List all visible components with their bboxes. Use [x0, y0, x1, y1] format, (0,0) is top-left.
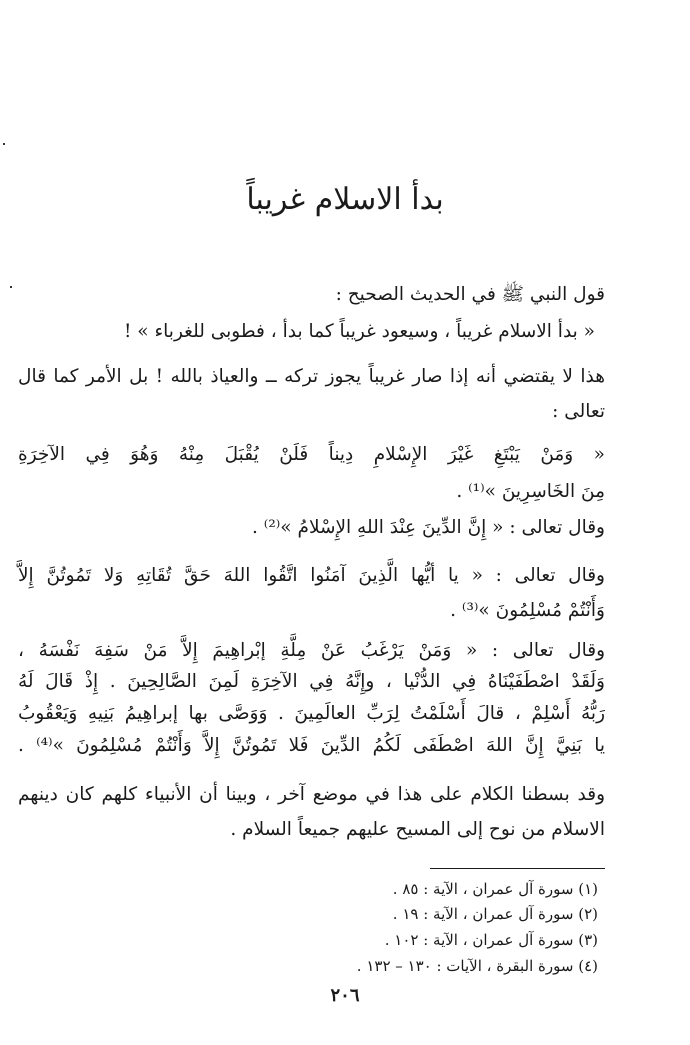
text-line: هذا لا يقتضي أنه إذا صار غريباً يجوز تركه ــ والعياذ بالله ! بل الأمر كما قال: [18, 366, 605, 387]
text-line: وَأَنْتُمْ مُسْلِمُونَ »⁽³⁾ .: [450, 600, 605, 621]
text-line: يا بَنِيَّ إِنَّ اللهَ اصْطَفَى لَكُمُ الدِّينَ فَلا تَمُوتُنَّ إِلاَّ وَأَنْتُمْ مُسْلِمُونَ »⁽⁴⁾ .: [18, 735, 605, 756]
text-line: وقال تعالى : « إِنَّ الدِّينَ عِنْدَ اللهِ الإِسْلامُ »⁽²⁾ .: [252, 517, 605, 538]
text-line: وقد بسطنا الكلام على هذا في موضع آخر ، وبينا أن الأنبياء كلهم كان دينهم: [18, 784, 605, 805]
footnote-rule: [430, 868, 605, 869]
text-line: « وَمَنْ يَبْتَغِ غَيْرَ الإِسْلامِ دِيناً فَلَنْ يُقْبَلَ مِنْهُ وَهُوَ فِي الآخِرَةِ: [18, 444, 605, 465]
footnote: (٢) سورة آل عمران ، الآية : ١٩ .: [392, 905, 598, 923]
text-line: تعالى :: [552, 401, 605, 422]
footnote: (٤) سورة البقرة ، الآيات : ١٣٠ – ١٣٢ .: [356, 957, 598, 975]
page-number: ٢٠٦: [330, 985, 360, 1006]
scan-speck: [3, 143, 5, 145]
text-line: وقال تعالى : « وَمَنْ يَرْغَبُ عَنْ مِلَّةِ إبْراهِيمَ إِلاَّ مَنْ سَفِهَ نَفْسَهُ ،: [18, 640, 605, 661]
page-title: بدأ الاسلام غريباً: [246, 182, 444, 217]
text-line: رَبُّهُ أَسْلِمْ ، قالَ أَسْلَمْتُ لِرَبِّ العالَمِينَ . وَوَصَّى بها إبراهِيمُ بَنِيهِ وَيَعْقُوبُ: [18, 703, 605, 724]
footnote: (٣) سورة آل عمران ، الآية : ١٠٢ .: [384, 931, 598, 949]
text-line: الاسلام من نوح إلى المسيح عليهم جميعاً السلام .: [230, 819, 605, 840]
footnote: (١) سورة آل عمران ، الآية : ٨٥ .: [392, 880, 598, 898]
text-line: « بدأ الاسلام غريباً ، وسيعود غريباً كما بدأ ، فطوبى للغرباء » !: [123, 321, 595, 342]
text-line: وَلَقَدْ اصْطَفَيْنَاهُ فِي الدُّنْيا ، وإِنَّهُ فِي الآخِرَةِ لَمِنَ الصَّالِحِينَ . إِذْ قَالَ لَهُ: [18, 671, 605, 692]
text-line: قول النبي ﷺ في الحديث الصحيح :: [335, 284, 605, 305]
text-line: وقال تعالى : « يا أيُّها الَّذِينَ آمَنُوا اتَّقُوا اللهَ حَقَّ تُقَاتِهِ وَلا تَمُوتُنَّ إِلاَّ: [18, 565, 605, 586]
text-line: مِنَ الخَاسِرِينَ »⁽¹⁾ .: [456, 481, 605, 502]
scan-speck: [10, 286, 12, 288]
